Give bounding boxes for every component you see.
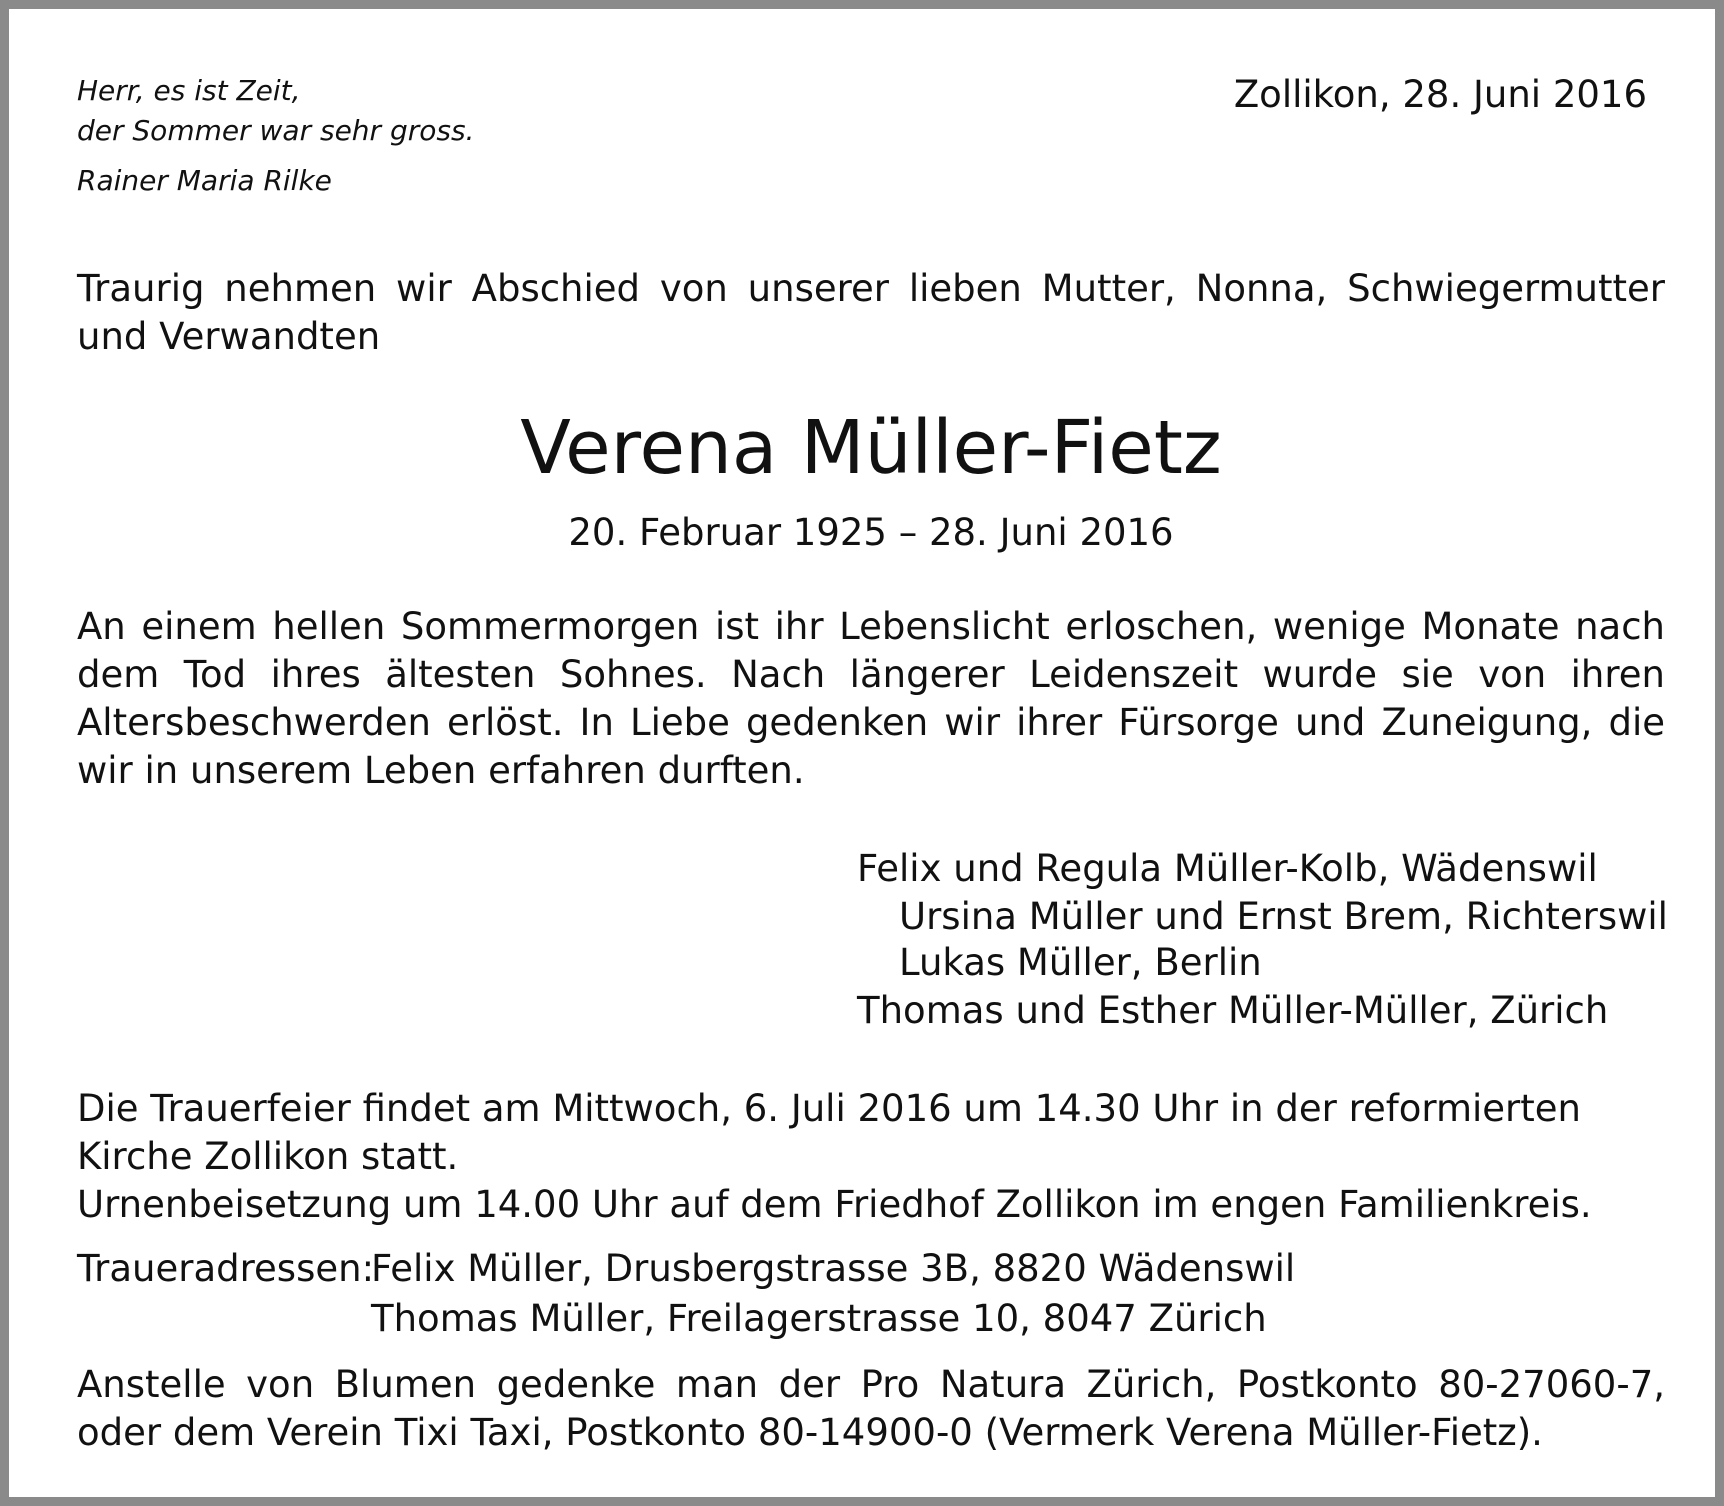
motto-line-1: Herr, es ist Zeit, xyxy=(77,74,301,107)
mourner-3: Lukas Müller, Berlin xyxy=(899,941,1262,984)
funeral-text: Die Trauerfeier findet am Mittwoch, 6. Juli 2016 um 14.30 Uhr in der reformierten Kirche Zollikon statt. xyxy=(77,1087,1581,1178)
mourner-1: Felix und Regula Müller-Kolb, Wädenswil xyxy=(857,847,1598,890)
life-dates: 20. Februar 1925 – 28. Juni 2016 xyxy=(568,511,1174,554)
tribute-text: An einem hellen Sommermorgen ist ihr Lebenslicht erloschen, wenige Monate nach dem Tod ihres ältesten Sohnes. Nach längerer Leidenszeit wurde sie von ihren Altersbeschwerden erlöst. In Liebe gedenken wir ihrer Fürsorge und Zuneigung, die wir in unserem Leben erfahren durften. xyxy=(77,605,1665,792)
donation-text: Anstelle von Blumen gedenke man der Pro Natura Zürich, Postkonto 80-27060-7, oder dem Verein Tixi Taxi, Postkonto 80-14900-0 (Vermerk Verena Müller-Fietz). xyxy=(77,1363,1665,1454)
mourner-4: Thomas und Esther Müller-Müller, Zürich xyxy=(857,989,1609,1032)
deceased-name: Verena Müller-Fietz xyxy=(520,405,1222,491)
mourner-2: Ursina Müller und Ernst Brem, Richterswil xyxy=(899,895,1668,938)
address-line-2: Thomas Müller, Freilagerstrasse 10, 8047 Zürich xyxy=(371,1297,1267,1340)
motto-author: Rainer Maria Rilke xyxy=(77,164,332,197)
addresses-label: Traueradressen: xyxy=(77,1247,375,1290)
address-line-1: Felix Müller, Drusbergstrasse 3B, 8820 Wädenswil xyxy=(371,1247,1296,1290)
motto-line-2: der Sommer war sehr gross. xyxy=(77,114,475,147)
burial-text: Urnenbeisetzung um 14.00 Uhr auf dem Friedhof Zollikon im engen Familienkreis. xyxy=(77,1183,1592,1226)
intro-text: Traurig nehmen wir Abschied von unserer lieben Mutter, Nonna, Schwiegermutter und Verwandten xyxy=(77,267,1665,358)
place-date: Zollikon, 28. Juni 2016 xyxy=(1233,73,1647,116)
